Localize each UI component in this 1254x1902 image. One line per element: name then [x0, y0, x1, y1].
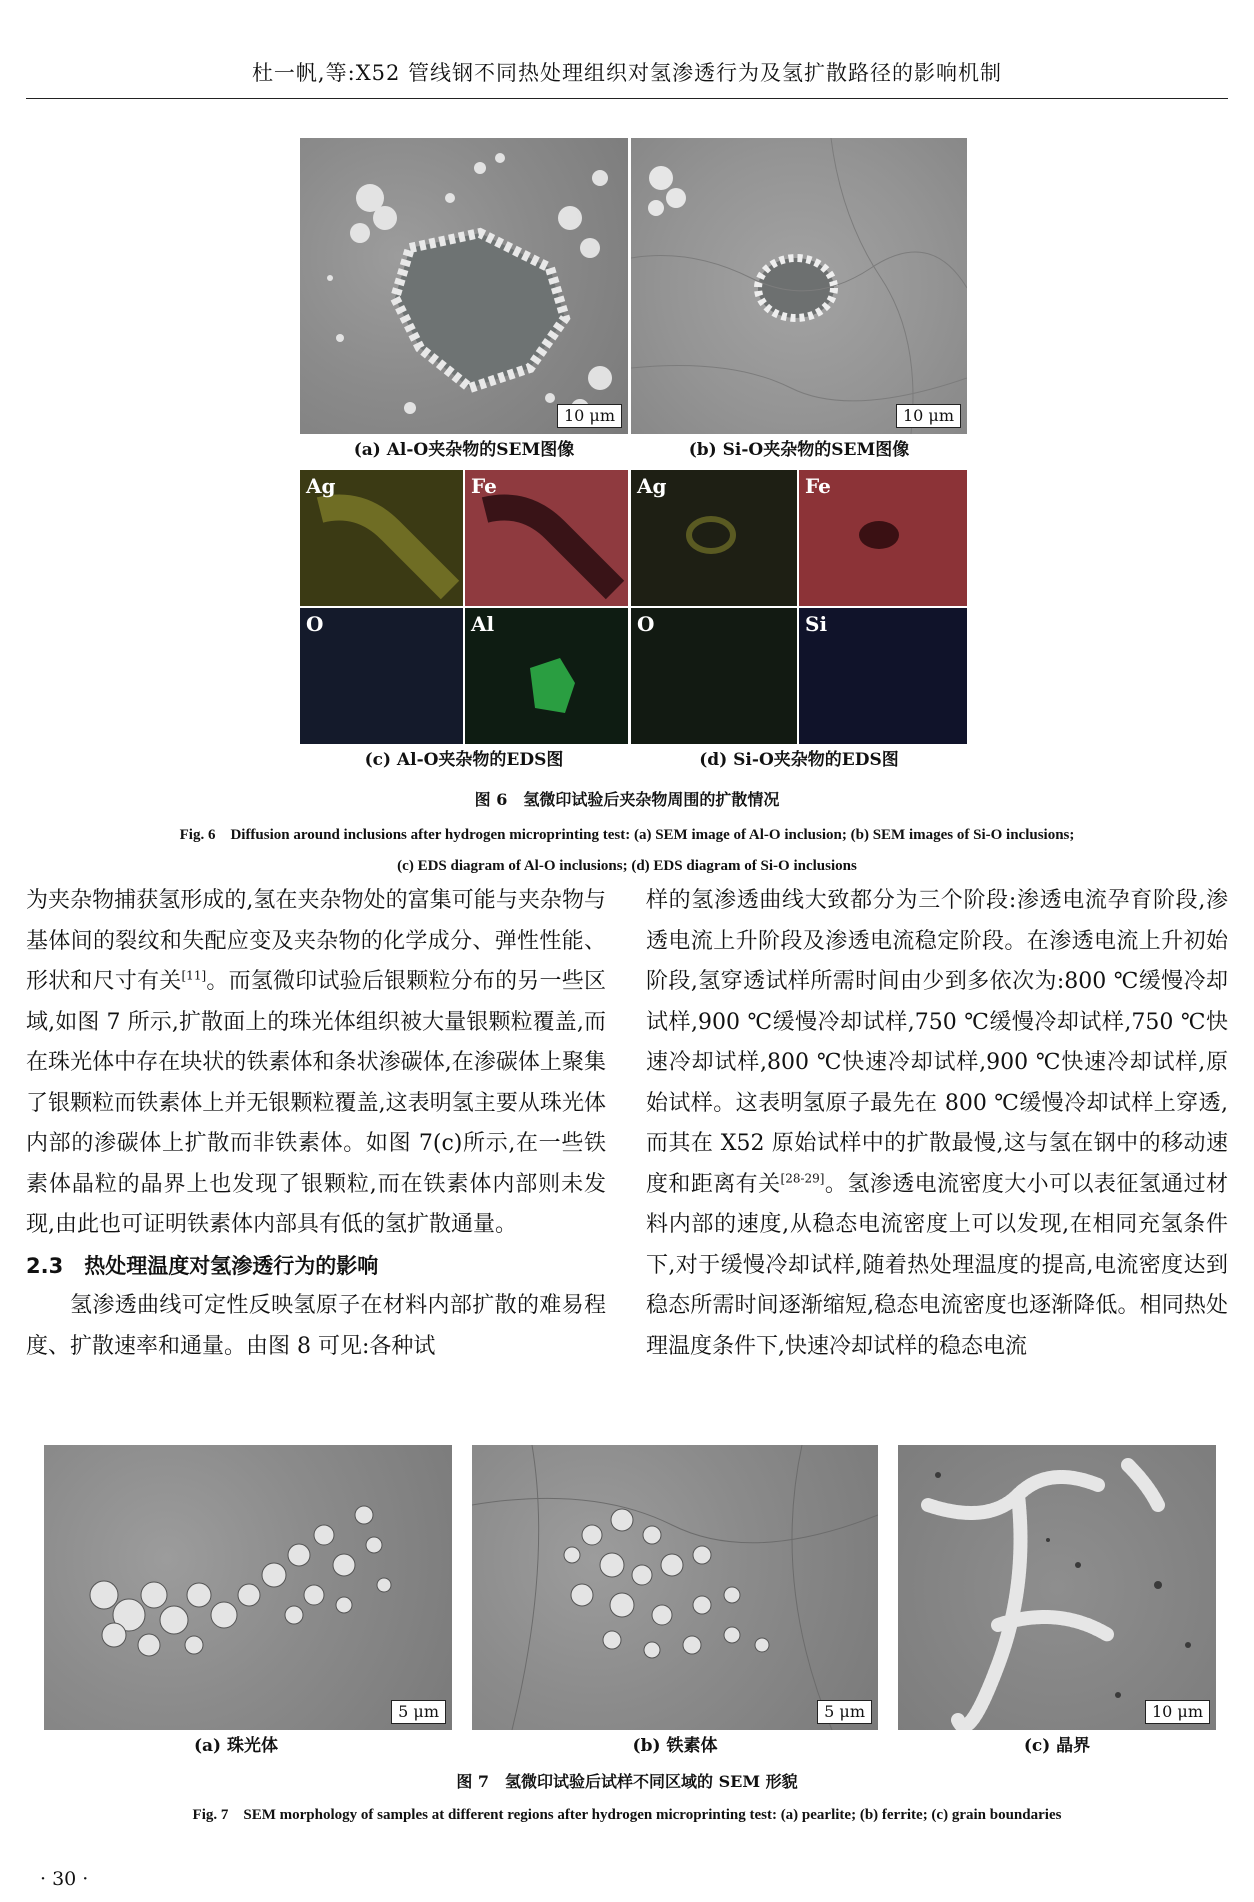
eds-label: O [637, 612, 655, 636]
fig6a-caption: (a) Al-O夹杂物的SEM图像 [353, 440, 575, 460]
ferrite-particles-graphic [472, 1445, 878, 1730]
fig6d-eds-ag [631, 470, 797, 606]
right-text-column [646, 881, 1228, 1367]
eds-label: Al [471, 612, 495, 636]
fig6b-scale-bar: 10 μm [896, 404, 961, 428]
left-text-column [26, 881, 606, 1367]
fig6c-eds-fe [465, 470, 628, 606]
fig6d-eds-si [799, 608, 967, 744]
fig6-caption-en-line1: Fig. 6 Diffusion around inclusions after hydrogen microprinting test: (a) SEM image of Al-O inclusion; (b) SEM images of Si-O inclusions; [179, 827, 1075, 843]
eds-label: Fe [805, 474, 831, 498]
header-rule [26, 98, 1228, 99]
fig6d-caption: (d) Si-O夹杂物的EDS图 [699, 750, 899, 770]
fig7-sem-pearlite-image [44, 1445, 452, 1730]
body-paragraph: 为夹杂物捕获氢形成的,氢在夹杂物处的富集可能与夹杂物与基体间的裂纹和失配应变及夹杂物的化学成分、弹性性能、形状和尺寸有关[11]。而氢微印试验后银颗粒分布的另一些区域,如图 7 所示,扩散面上的珠光体组织被大量银颗粒覆盖,而在珠光体中存在块状的铁素体和条状渗碳体,在渗碳体上聚集了银颗粒而铁素体上并无银颗粒覆盖,这表明氢主要从珠光体内部的渗碳体上扩散而非铁素体。如图 7(c)所示,在一些铁素体晶粒的晶界上也发现了银颗粒,而在铁素体内部则未发现,由此也可证明铁素体内部具有低的氢扩散通量。 [26, 888, 606, 1237]
fig6a-scale-bar: 10 μm [557, 404, 622, 428]
eds-label: Ag [306, 474, 336, 498]
grain-boundary-particles-graphic [898, 1445, 1216, 1730]
fig6c-caption: (c) Al-O夹杂物的EDS图 [364, 750, 564, 770]
fig7c-scale-bar: 10 μm [1145, 1700, 1210, 1724]
fig6-sem-si-o-image [631, 138, 967, 434]
fig7-sem-ferrite-image [472, 1445, 878, 1730]
fig6-sem-al-o-image [300, 138, 628, 434]
si-o-inclusion-graphic [631, 138, 967, 434]
eds-label: Fe [471, 474, 497, 498]
eds-label: Ag [637, 474, 667, 498]
body-paragraph: 样的氢渗透曲线大致都分为三个阶段:渗透电流孕育阶段,渗透电流上升阶段及渗透电流稳定阶段。在渗透电流上升初始阶段,氢穿透试样所需时间由少到多依次为:800 ℃缓慢冷却试样,900 ℃缓慢冷却试样,750 ℃缓慢冷却试样,750 ℃快速冷却试样,800 ℃快速冷却试样,900 ℃快速冷却试样,原始试样。这表明氢原子最先在 800 ℃缓慢冷却试样上穿透,而其在 X52 原始试样中的扩散最慢,这与氢在钢中的移动速度和距离有关[28-29]。氢渗透电流密度大小可以表征氢通过材料内部的速度,从稳态电流密度上可以发现,在相同充氢条件下,对于缓慢冷却试样,随着热处理温度的提高,电流密度达到稳态所需时间逐渐缩短,稳态电流密度也逐渐降低。相同热处理温度条件下,快速冷却试样的稳态电流 [646, 888, 1228, 1359]
fig7-caption-cn: 图 7 氢微印试验后试样不同区域的 SEM 形貌 [456, 1772, 798, 1791]
fig7-sem-grain-boundary-image [898, 1445, 1216, 1730]
fig6-caption-en-line2: (c) EDS diagram of Al-O inclusions; (d) EDS diagram of Si-O inclusions [397, 858, 857, 874]
eds-label: Si [805, 612, 828, 636]
section-heading: 2.3 热处理温度对氢渗透行为的影响 [26, 1253, 379, 1278]
fig6d-eds-o [631, 608, 797, 744]
fig6c-eds-ag [300, 470, 463, 606]
fig7a-scale-bar: 5 μm [391, 1700, 446, 1724]
fig6b-caption: (b) Si-O夹杂物的SEM图像 [688, 440, 910, 460]
running-header: 杜一帆,等:X52 管线钢不同热处理组织对氢渗透行为及氢扩散路径的影响机制 [251, 61, 1003, 85]
citation: [28-29] [780, 1171, 825, 1186]
fig7-caption-en: Fig. 7 SEM morphology of samples at different regions after hydrogen microprinting test: (a) pearlite; (b) ferrite; (c) grain boundaries [192, 1807, 1062, 1823]
fig6c-eds-al [465, 608, 628, 744]
fig6d-eds-fe [799, 470, 967, 606]
fig6c-eds-o [300, 608, 463, 744]
fig7c-caption: (c) 晶界 [1023, 1736, 1091, 1756]
pearlite-particles-graphic [44, 1445, 452, 1730]
body-paragraph: 氢渗透曲线可定性反映氢原子在材料内部扩散的难易程度、扩散速率和通量。由图 8 可见:各种试 [26, 1293, 606, 1359]
eds-label: O [306, 612, 324, 636]
fig7b-caption: (b) 铁素体 [632, 1736, 718, 1756]
page-number: · 30 · [40, 1868, 89, 1890]
fig6-caption-cn: 图 6 氢微印试验后夹杂物周围的扩散情况 [474, 790, 780, 809]
fig7a-caption: (a) 珠光体 [194, 1736, 279, 1756]
citation: [11] [181, 968, 207, 983]
al-o-inclusion-graphic [300, 138, 628, 434]
fig7b-scale-bar: 5 μm [817, 1700, 872, 1724]
